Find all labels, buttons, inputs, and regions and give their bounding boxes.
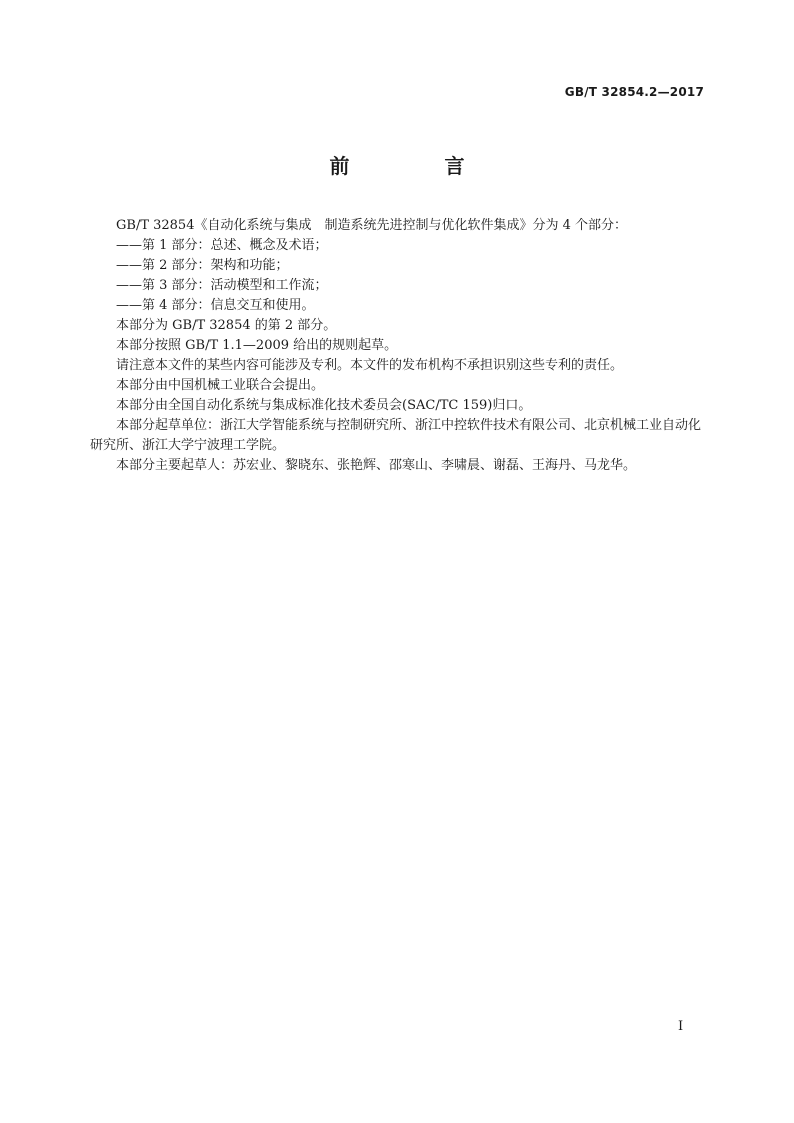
foreword-paragraph: 本部分主要起草人：苏宏业、黎晓东、张艳辉、邵寒山、李啸晨、谢磊、王海丹、马龙华。 <box>116 458 637 473</box>
part-list-item: ——第 2 部分：架构和功能； <box>116 258 289 273</box>
page-number: I <box>678 1019 684 1034</box>
foreword-paragraph: GB/T 32854《自动化系统与集成 制造系统先进控制与优化软件集成》分为 4 个部分： <box>116 218 628 233</box>
foreword-paragraph: 本部分按照 GB/T 1.1—2009 给出的规则起草。 <box>116 338 398 353</box>
part-list-item: ——第 4 部分：信息交互和使用。 <box>116 298 315 313</box>
foreword-paragraph: 本部分为 GB/T 32854 的第 2 部分。 <box>116 318 337 333</box>
part-list-item: ——第 3 部分：活动模型和工作流； <box>116 278 328 293</box>
section-heading: 前 言 <box>329 154 509 178</box>
foreword-paragraph: 本部分由中国机械工业联合会提出。 <box>116 378 325 393</box>
foreword-body <box>90 216 703 476</box>
part-list-item: ——第 1 部分：总述、概念及术语； <box>116 238 328 253</box>
foreword-paragraph: 请注意本文件的某些内容可能涉及专利。本文件的发布机构不承担识别这些专利的责任。 <box>116 358 624 373</box>
standard-number: GB/T 32854.2—2017 <box>564 85 704 99</box>
foreword-paragraph: 本部分起草单位：浙江大学智能系统与控制研究所、浙江中控软件技术有限公司、北京机械工业自动化研究所、浙江大学宁波理工学院。 <box>90 418 702 453</box>
foreword-paragraph: 本部分由全国自动化系统与集成标准化技术委员会(SAC/TC 159)归口。 <box>116 398 532 413</box>
